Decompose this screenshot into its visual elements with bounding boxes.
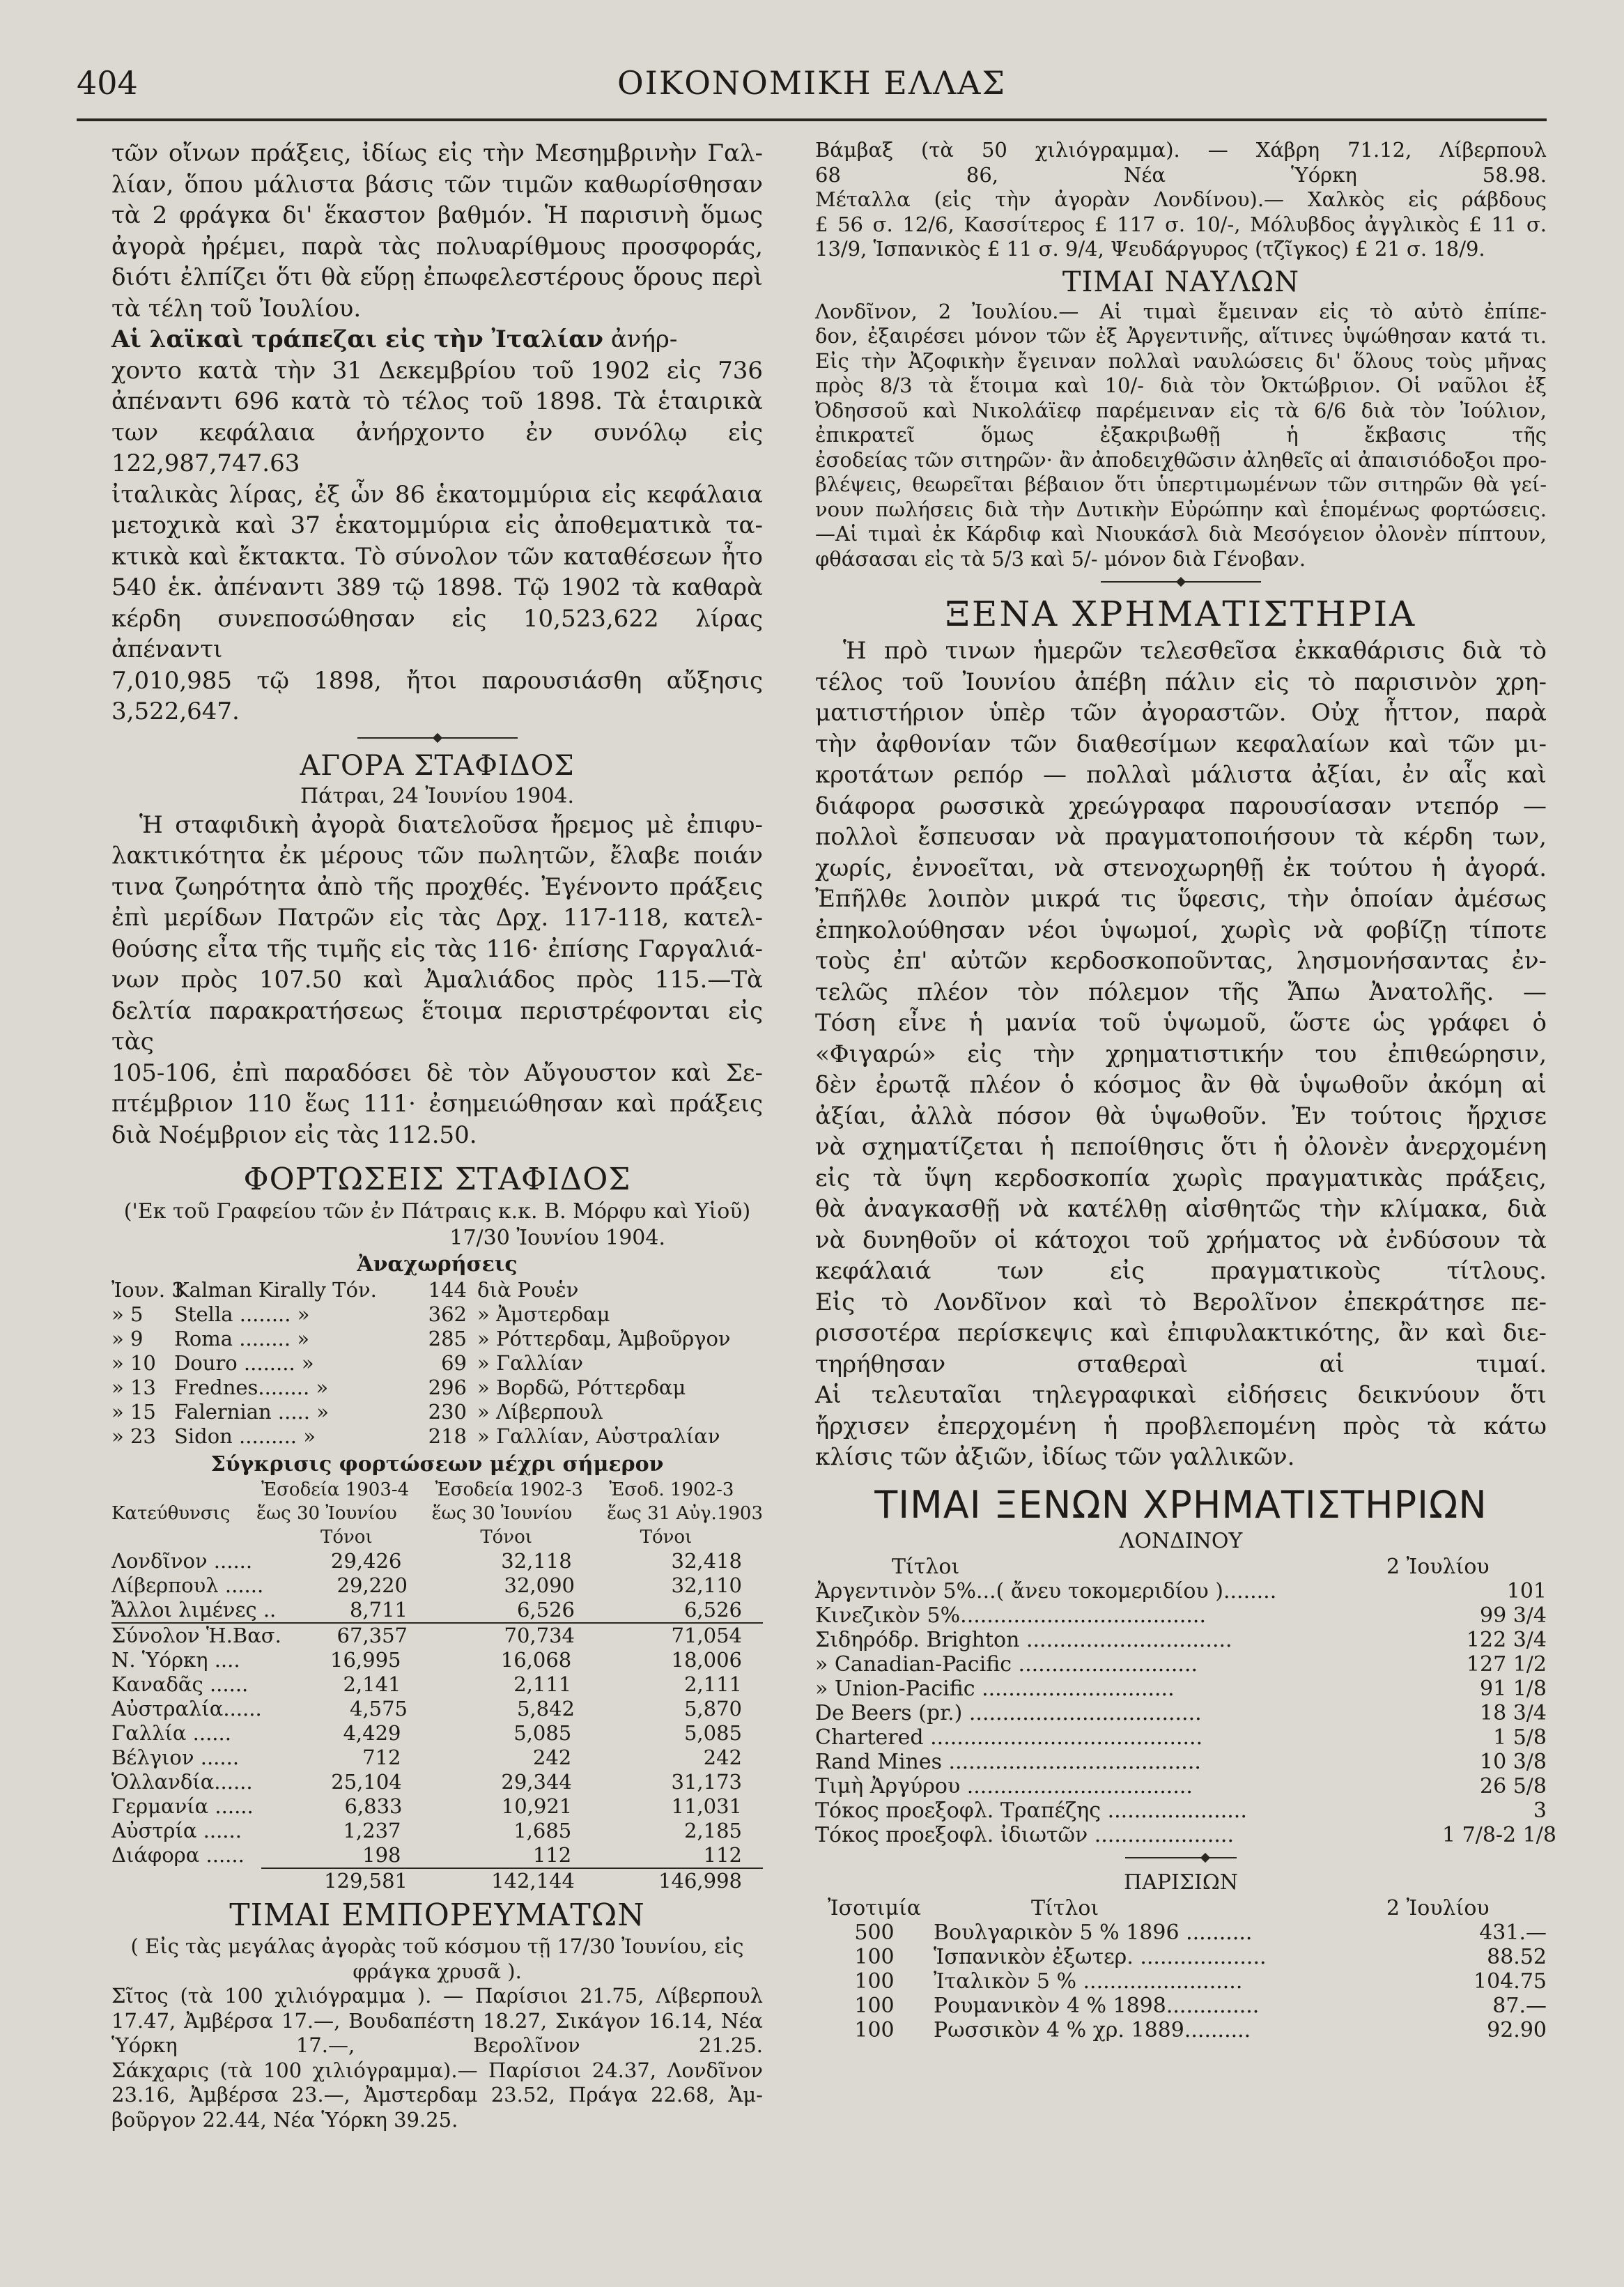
text-line: Ἡ πρὸ τινων ἡμερῶν τελεσθεῖσα ἐκκαθάρισις διὰ τὸ <box>843 637 1547 665</box>
table-row <box>815 1652 1547 1677</box>
cell-value: 3 <box>1533 1798 1547 1823</box>
text-line: Λονδῖνον, 2 Ἰουλίου.— Αἱ τιμαὶ ἔμειναν εἰς τὸ αὐτὸ ἐπίπε- <box>815 299 1547 323</box>
cell-title: Ἰταλικὸν 5 % ........................ <box>934 1969 1243 1994</box>
cell-parity: 100 <box>854 1993 895 2018</box>
cell-c: 31,173 <box>671 1770 742 1794</box>
page-header <box>77 64 1547 106</box>
text-line: «Φιγαρώ» εἰς τὴν χρηματιστικήν του ἐπιθεώρησιν, <box>815 1040 1547 1068</box>
cell-b: 2,111 <box>513 1672 572 1696</box>
cell-ship: Falernian ..... » <box>174 1400 329 1424</box>
table-row <box>815 1603 1547 1628</box>
cell-tons: 362 <box>428 1302 467 1326</box>
freight-title: ΤΙΜΑΙ ΝΑΥΛΩΝ <box>1062 265 1300 298</box>
cell-day: » 10 <box>111 1351 156 1375</box>
unit-b: Τόνοι <box>480 1527 532 1548</box>
table-row <box>815 1628 1547 1652</box>
text-line: Εἰς τὸ Λονδῖνον καὶ τὸ Βερολῖνον ἐπεκράτησε πε- <box>815 1288 1547 1316</box>
section-divider-right <box>1101 581 1261 583</box>
table-row <box>815 1920 1547 1945</box>
cell-b: 29,344 <box>501 1770 572 1794</box>
table-row <box>111 1819 763 1843</box>
cell-b: 16,068 <box>500 1648 572 1672</box>
until-a: ἕως 30 Ἰουνίου <box>256 1503 397 1524</box>
table-row <box>815 1945 1547 1969</box>
table-row <box>111 1278 763 1302</box>
cell-b: 70,734 <box>504 1624 575 1647</box>
cell-title: Τόκος προεξοφλ. ἰδιωτῶν ..................... <box>815 1822 1234 1847</box>
cell-c: 5,870 <box>683 1697 742 1720</box>
text-line: ἐπηκολούθησαν νέοι ὑψωμοί, χωρὶς νὰ φοβίζῃ τίποτε <box>815 916 1547 944</box>
cell-value: 18 3/4 <box>1480 1700 1547 1725</box>
cell-value: 92.90 <box>1487 2017 1547 2042</box>
text-line: τελῶς πλέον τὸν πόλεμον τῆς Ἄπω Ἀνατολῆς. — <box>815 978 1547 1006</box>
cell-title: Ἀργεντινὸν 5%...( ἄνευ τοκομεριδίου )........ <box>815 1578 1277 1603</box>
text-line: Ἡ σταφιδικὴ ἀγορὰ διατελοῦσα ἤρεμος μὲ ἐπιφυ- <box>139 810 763 839</box>
text-line: ἐσοδείας τῶν σιτηρῶν· ἂν ἀποδειχθῶσιν ἀληθεῖς αἱ ἀπαισιόδοξοι προ- <box>815 447 1547 472</box>
cell-day: » 15 <box>111 1400 156 1424</box>
currant-market-title: ΑΓΟΡΑ ΣΤΑΦΙΔΟΣ <box>300 749 575 782</box>
cell-dest: Αὐστραλία...... <box>111 1697 262 1720</box>
table-row <box>111 1376 763 1400</box>
text-line: πρὸς 8/3 τὰ ἕτοιμα καὶ 10/- διὰ τὸν Ὀκτώβριον. Οἱ ναῦλοι ἐξ <box>815 374 1547 397</box>
total-b: 142,144 <box>491 1869 575 1893</box>
shipments-source: ('Εκ τοῦ Γραφείου τῶν ἐν Πάτραις κ.κ. Β. Μόρφυ καὶ Υἱοῦ) <box>123 1199 751 1224</box>
cell-a: 4,575 <box>349 1697 408 1720</box>
cell-ship: Stella ........ » <box>174 1302 310 1326</box>
london-title: ΛΟΝΔΙΝΟΥ <box>1119 1528 1243 1553</box>
text-line: ἰταλικὰς λίρας, ἐξ ὧν 86 ἑκατομμύρια εἰς κεφάλαια <box>111 480 763 509</box>
cell-dest: » Γαλλίαν <box>477 1351 584 1375</box>
cell-a: 1,237 <box>343 1819 401 1842</box>
table-row <box>815 1725 1547 1750</box>
cell-ship: Douro ........ » <box>174 1351 314 1375</box>
cell-a: 25,104 <box>331 1770 402 1794</box>
comparison-table <box>111 1549 763 1868</box>
cell-dest: Λίβερπουλ ...... <box>111 1573 264 1597</box>
cell-title: Ρουμανικὸν 4 % 1898.............. <box>934 1993 1260 2018</box>
table-row <box>111 1794 763 1819</box>
text-line: δὲν ἐρωτᾷ πλέον ὁ κόσμος ἂν θὰ ὑψωθοῦν ἀκόμη αἱ <box>815 1071 1547 1099</box>
cell-title: De Beers (pr.) ................................... <box>815 1700 1202 1725</box>
cell-dest: » Βορδῶ, Ρόττερδαμ <box>477 1376 686 1399</box>
text-line: £ 56 σ. 12/6, Κασσίτερος £ 117 σ. 10/-, Μόλυβδος ἀγγλικὸς £ 11 σ. <box>815 212 1547 236</box>
text-line: πολλοὶ ἔσπευσαν νὰ πραγματοποιήσουν τὰ κέρδη των, <box>815 823 1547 851</box>
table-row <box>815 1969 1547 1994</box>
text-line: δον, ἐξαιρέσει μόνον τῶν ἐξ Ἀργεντινῆς, αἵτινες ὑψώθησαν κατά τι. <box>815 324 1547 348</box>
text-line: ἐπικρατεῖ ὅμως ἐξακριβωθῇ ἡ ἔκβασις τῆς <box>815 423 1547 447</box>
text-line: τῶν οἴνων πράξεις, ἰδίως εἰς τὴν Μεσημβρινὴν Γαλ- <box>111 139 763 167</box>
until-c: ἕως 31 Αὐγ.1903 <box>607 1503 763 1524</box>
paris-col-date: 2 Ἰουλίου <box>1386 1895 1490 1920</box>
cell-day: » 5 <box>111 1302 144 1326</box>
shipments-date: 17/30 Ἰουνίου 1904. <box>449 1226 665 1250</box>
cell-a: 29,220 <box>337 1573 408 1597</box>
cell-c: 6,526 <box>683 1598 742 1622</box>
paris-title: ΠΑΡΙΣΙΩΝ <box>1123 1870 1239 1895</box>
cell-title: Βουλγαρικὸν 5 % 1896 .......... <box>934 1920 1253 1945</box>
text-line: Ὀδησσοῦ καὶ Νικολάϊεφ παρέμειναν εἰς τὰ 6/6 διὰ τὸν Ἰούλιον, <box>815 398 1547 422</box>
cell-value: 1 5/8 <box>1493 1725 1547 1750</box>
left-column <box>111 138 763 2132</box>
right-column <box>815 138 1556 2042</box>
cell-tons: 144 <box>428 1278 467 1302</box>
cell-parity: 100 <box>854 1944 895 1969</box>
paris-table <box>815 1920 1547 2042</box>
cell-b: 6,526 <box>516 1598 575 1622</box>
text-line: 68 86, Νέα Ὑόρκη 58.98. <box>815 162 1547 187</box>
paris-col-parity: Ἰσοτιμία <box>827 1895 922 1920</box>
cell-b: 10,921 <box>501 1794 573 1818</box>
text-line: τηρήθησαν σταθεραὶ αἱ τιμαί. <box>815 1350 1547 1378</box>
london-col-date: 2 Ἰουλίου <box>1386 1554 1490 1579</box>
text-line: 3,522,647. <box>111 698 240 725</box>
table-row <box>815 2018 1547 2042</box>
cell-dest: Αὐστρία ...... <box>111 1819 242 1842</box>
table-row <box>111 1672 763 1697</box>
text-line: δελτία παρακρατήσεως ἕτοιμα περιστρέφονται εἰς τὰς <box>111 996 763 1056</box>
foreign-prices-section <box>815 1482 1556 2042</box>
text-line: θούσης εἶτα τῆς τιμῆς εἰς τὰς 116· ἐπίσης Γαργαλιά- <box>111 934 763 963</box>
foreign-prices-title: ΤΙΜΑΙ ΞΕΝΩΝ ΧΡΗΜΑΤΙΣΤΗΡΙΩΝ <box>874 1482 1487 1527</box>
cell-a: 4,429 <box>343 1721 401 1745</box>
text-line: Σάκχαρις (τὰ 100 χιλιόγραμμα).— Παρίσιοι 24.37, Λονδῖνον <box>111 2058 763 2082</box>
text-line: Μέταλλα (εἰς τὴν ἀγορὰν Λονδίνου).— Χαλκὸς εἰς ράβδους <box>815 187 1547 211</box>
cell-value: 122 3/4 <box>1466 1627 1547 1652</box>
london-table <box>815 1578 1556 1847</box>
total-a: 129,581 <box>324 1869 408 1893</box>
text-line: τὴν ἀφθονίαν τῶν διαθεσίμων κεφαλαίων καὶ τῶν μι- <box>815 730 1547 758</box>
dest-label: Κατεύθυνσις <box>111 1503 231 1524</box>
text-line: φθάσασαι εἰς τὰ 5/3 καὶ 5/- μόνον διὰ Γένοβαν. <box>815 546 1306 571</box>
table-row <box>815 1994 1547 2018</box>
table-row <box>111 1549 763 1573</box>
text-line: πτέμβριον 110 ἕως 111· ἐσημειώθησαν καὶ πράξεις <box>111 1090 763 1118</box>
text-line: λακτικότητα ἐκ μέρους τῶν πωλητῶν, ἔλαβε ποιάν <box>111 842 763 870</box>
text-line: 23.16, Ἀμβέρσα 23.—, Ἀμστερδαμ 23.52, Πράγα 22.68, Ἀμ- <box>111 2083 763 2107</box>
cell-tons: 218 <box>428 1424 467 1448</box>
cell-tons: 230 <box>428 1400 467 1424</box>
cell-value: 88.52 <box>1487 1944 1547 1969</box>
italy-lead: Αἱ λαϊκαὶ τράπεζαι εἰς τὴν Ἰταλίαν <box>111 325 604 353</box>
text-line: κτικὰ καὶ ἔκτακτα. Τὸ σύνολον τῶν καταθέσεων ἦτο <box>111 542 763 571</box>
text-line: λίαν, ὅπου μάλιστα βάσις τῶν τιμῶν καθωρίσθησαν <box>111 170 763 199</box>
text-line: διὰ Νοέμβριον εἰς τὰς 112.50. <box>111 1121 477 1149</box>
cell-a: 67,357 <box>337 1624 408 1647</box>
table-row <box>111 1400 763 1424</box>
until-b: ἕως 30 Ἰουνίου <box>431 1503 573 1524</box>
table-row <box>815 1750 1547 1774</box>
table-row <box>111 1424 763 1449</box>
cell-b: 32,118 <box>501 1549 572 1573</box>
cell-title: Τιμὴ Ἀργύρου .................................. <box>815 1773 1193 1799</box>
cell-c: 242 <box>703 1746 742 1769</box>
text-line: χωρίς, ἐννοεῖται, νὰ στενοχωρηθῇ ἐκ τούτου ἡ ἀγορά. <box>815 854 1547 882</box>
text-line: Βάμβαξ (τὰ 50 χιλιόγραμμα). — Χάβρη 71.12, Λίβερπουλ <box>815 138 1547 162</box>
cell-title: » Union-Pacific ............................. <box>815 1676 1175 1701</box>
table-row <box>111 1351 763 1376</box>
text-line: 13/9, Ἱσπανικὸς £ 11 σ. 9/4, Ψευδάργυρος (τζῖγκος) £ 21 σ. 18/9. <box>815 237 1485 261</box>
cell-title: Ρωσσικὸν 4 % χρ. 1889.......... <box>934 2017 1251 2042</box>
shipments-section <box>111 1162 763 1449</box>
cell-c: 112 <box>703 1843 742 1867</box>
text-line: 540 ἑκ. ἀπέναντι 389 τῷ 1898. Τῷ 1902 τὰ καθαρὰ <box>111 573 763 601</box>
unit-c: Τόνοι <box>640 1527 693 1548</box>
italy-banks-text <box>111 324 763 727</box>
cell-title: » Canadian-Pacific ........................... <box>815 1651 1198 1677</box>
text-line: κροτάτων ρεπόρ — πολλαὶ μάλιστα ἀξίαι, ἐν αἷς καὶ <box>815 761 1547 789</box>
period-c: Ἐσοδ. 1902-3 <box>609 1479 734 1500</box>
cell-value: 26 5/8 <box>1480 1773 1547 1799</box>
cell-tons: 285 <box>428 1327 467 1350</box>
comparison-section <box>111 1451 763 1893</box>
currant-market-section <box>111 750 763 1151</box>
cell-ship: Sidon ......... » <box>174 1424 316 1448</box>
cell-value: 101 <box>1506 1578 1547 1603</box>
cell-dest: » Γαλλίαν, Αὐστραλίαν <box>477 1424 720 1448</box>
commodity-title: ΤΙΜΑΙ ΕΜΠΟΡΕΥΜΑΤΩΝ <box>229 1897 645 1933</box>
text-line: ἀξίαι, ἀλλὰ πόσον θὰ ὑψωθοῦν. Ἐν τούτοις ἤρχισε <box>815 1102 1547 1130</box>
text-line: Σῖτος (τὰ 100 χιλιόγραμμα ). — Παρίσιοι 21.75, Λίβερπουλ <box>111 1984 763 2008</box>
cell-c: 32,110 <box>671 1573 742 1597</box>
text-line: τὰ 2 φράγκα δι' ἕκαστον βαθμόν. Ἡ παρισινὴ ὅμως <box>111 201 763 229</box>
table-row <box>815 1822 1556 1847</box>
section-divider <box>357 737 518 739</box>
text-line: διότι ἐλπίζει ὅτι θὰ εὕρῃ ἐπωφελεστέρους ὅρους περὶ <box>111 263 763 291</box>
unit-a: Τόνοι <box>320 1527 373 1548</box>
text-line: 7,010,985 τῷ 1898, ἤτοι παρουσιάσθη αὔξησις <box>111 666 763 695</box>
table-row <box>815 1799 1547 1823</box>
table-row <box>111 1327 763 1351</box>
cell-ship: Kalman Kirally Τόν. <box>174 1278 377 1302</box>
cell-tons: 69 <box>441 1351 467 1375</box>
text-line: Εἰς τὴν Ἀζοφικὴν ἔγειναν πολλαὶ ναυλώσεις δι' ὅλους τοὺς μῆνας <box>815 348 1547 373</box>
period-b: Ἐσοδεία 1902-3 <box>435 1479 583 1500</box>
cell-title: Chartered ......................................... <box>815 1725 1203 1750</box>
paris-col-title: Τίτλοι <box>1031 1895 1099 1920</box>
table-row <box>815 1701 1547 1725</box>
freight-section <box>815 266 1547 572</box>
cell-c: 5,085 <box>683 1721 742 1745</box>
comparison-totals <box>261 1868 763 1893</box>
table-row <box>111 1746 763 1770</box>
text-line: 17.47, Ἀμβέρσα 17.—, Βουδαπέστη 18.27, Σικάγον 16.14, Νέα <box>111 2008 763 2033</box>
cell-dest: Γερμανία ...... <box>111 1794 254 1818</box>
running-title: ΟΙΚΟΝΟΜΙΚΗ ΕΛΛΑΣ <box>617 64 1007 102</box>
cell-dest: » Ρόττερδαμ, Ἀμβοῦργον <box>477 1327 731 1350</box>
cell-day: Ἰουν. 3 <box>111 1278 185 1302</box>
cell-a: 198 <box>362 1843 401 1867</box>
cell-dest: Ὁλλανδία...... <box>111 1770 253 1794</box>
comparison-title: Σύγκρισις φορτώσεων μέχρι σήμερον <box>210 1452 664 1477</box>
text-line: βλέψεις, θεωρεῖται βέβαιον ὅτι ὑπερτιμωμένων τῶν σιτηρῶν θὰ γεί- <box>815 472 1547 496</box>
cell-c: 2,185 <box>683 1819 742 1842</box>
cell-value: 431.— <box>1479 1920 1547 1945</box>
section-divider-paris <box>1125 1857 1237 1858</box>
cell-dest: Γαλλία ...... <box>111 1721 231 1745</box>
cell-c: 18,006 <box>671 1648 742 1672</box>
cell-dest: Βέλγιον ...... <box>111 1746 240 1769</box>
text-line: θὰ ἀναγκασθῇ νὰ κατέλθῃ αἰσθητῶς τὴν κλίμακα, διὰ <box>815 1195 1547 1223</box>
cell-a: 29,426 <box>330 1549 402 1573</box>
cell-day: » 9 <box>111 1327 144 1350</box>
cell-dest: Ἄλλοι λιμένες .. <box>111 1598 277 1622</box>
cell-day: » 23 <box>111 1424 156 1448</box>
text-line: των κεφάλαια ἀνήρχοντο ἐν συνόλῳ εἰς 122,987,747.63 <box>111 418 763 477</box>
text-line: νὰ δυνηθοῦν οἱ κάτοχοι τοῦ χρήματος νὰ ἐνδύσουν τὰ <box>815 1226 1547 1254</box>
text-line: τὰ τέλη τοῦ Ἰουλίου. <box>111 294 362 323</box>
cell-a: 16,995 <box>330 1648 401 1672</box>
departures-title: Ἀναχωρήσεις <box>357 1252 518 1277</box>
cell-day: » 13 <box>111 1376 156 1399</box>
text-line: τοὺς ἐπ' αὐτῶν κερδοσκοποῦντας, λησμονήσαντας ἐν- <box>815 947 1547 975</box>
cell-a: 712 <box>362 1746 401 1769</box>
cell-title: Ἱσπανικὸν ἐξωτερ. ................... <box>934 1944 1267 1969</box>
cell-c: 11,031 <box>671 1794 742 1818</box>
page-number: 404 <box>77 64 138 102</box>
text-line: εἰς τὰ ὕψη κερδοσκοπία χωρὶς πραγματικὰς πράξεις, <box>815 1164 1547 1192</box>
table-row <box>111 1648 763 1672</box>
cell-dest: » Ἀμστερδαμ <box>477 1302 610 1326</box>
cell-dest: Σύνολον Ἡ.Βασ. <box>111 1624 281 1647</box>
text-line: —Αἱ τιμαὶ ἐκ Κάρδιφ καὶ Νιουκάσλ διὰ Μεσόγειον ὀλονὲν πίπτουν, <box>815 522 1547 546</box>
text-line: νὰ σχηματίζεται ἡ πεποίθησις ὅτι ἡ ὀλονὲν ἀνερχομένη <box>815 1133 1547 1161</box>
cell-c: 71,054 <box>671 1624 742 1647</box>
text-line: Ὑόρκη 17.—, Βερολῖνον 21.25. <box>111 2033 763 2057</box>
cell-b: 32,090 <box>504 1573 575 1597</box>
london-col-title: Τίτλοι <box>892 1554 960 1579</box>
table-row <box>111 1697 763 1721</box>
text-line: ἀπέναντι 696 κατὰ τὸ τέλος τοῦ 1898. Τὰ ἑταιρικὰ <box>111 387 763 415</box>
cell-value: 127 1/2 <box>1466 1651 1547 1677</box>
cell-value: 10 3/8 <box>1480 1749 1547 1774</box>
cell-tons: 296 <box>428 1376 467 1399</box>
text-line: χοντο κατὰ τὴν 31 Δεκεμβρίου τοῦ 1902 εἰς 736 <box>111 356 763 385</box>
cell-b: 112 <box>532 1843 572 1867</box>
table-row <box>111 1302 763 1327</box>
wine-market-text <box>111 138 763 324</box>
cell-value: 91 1/8 <box>1480 1676 1547 1701</box>
table-row <box>111 1598 763 1622</box>
currant-market-dateline: Πάτραι, 24 Ἰουνίου 1904. <box>300 783 575 808</box>
commodity-section <box>111 1897 763 2132</box>
text-line: ἐπὶ μερίδων Πατρῶν εἰς τὰς Δρχ. 117-118, κατελ- <box>111 904 763 932</box>
header-rule <box>77 118 1547 121</box>
cell-b: 5,085 <box>513 1721 572 1745</box>
text-line: κέρδη συνεποσώθησαν εἰς 10,523,622 λίρας ἀπέναντι <box>111 604 763 663</box>
cell-dest: διὰ Ρουἑν <box>477 1278 579 1302</box>
foreign-exchanges-section <box>815 594 1547 1473</box>
text-line: κλίσις τῶν ἀξιῶν, ἰδίως τῶν γαλλικῶν. <box>815 1443 1295 1471</box>
commodity-subtitle: ( Εἰς τὰς μεγάλας ἀγορὰς τοῦ κόσμου τῇ 17/30 Ἰουνίου, εἰς φράγκα χρυσᾶ ). <box>130 1934 744 1983</box>
total-c: 146,998 <box>658 1869 742 1893</box>
cell-dest: Ν. Ὑόρκη .... <box>111 1648 240 1672</box>
text-line: ρισσοτέρα περίσκεψις καὶ ἐπιφυλακτικότης, ἂν καὶ διε- <box>815 1319 1547 1347</box>
cell-dest: Καναδᾶς ...... <box>111 1672 249 1696</box>
text-line: διάφορα ρωσσικὰ χρεώγραφα παρουσίασαν ντεπόρ — <box>815 792 1547 820</box>
cell-parity: 100 <box>854 1969 895 1994</box>
cell-b: 5,842 <box>516 1697 575 1720</box>
text-line: βοῦργον 22.44, Νέα Ὑόρκη 39.25. <box>111 2107 458 2132</box>
text-line: ἀγορὰ ἠρέμει, παρὰ τὰς πολυαρίθμους προσφοράς, <box>111 232 763 261</box>
cell-value: 1 7/8-2 1/8 <box>1442 1822 1556 1847</box>
cell-title: Σιδηρόδρ. Brighton ............................... <box>815 1627 1232 1652</box>
table-row <box>815 1677 1547 1701</box>
cell-title: Τόκος προεξοφλ. Τραπέζης ..................... <box>815 1798 1247 1823</box>
table-row <box>815 1579 1547 1603</box>
cell-value: 87.— <box>1492 1993 1547 2018</box>
text-line: Αἱ τελευταῖαι τηλεγραφικαὶ εἰδήσεις δεικνύουν ὅτι <box>815 1381 1547 1409</box>
period-a: Ἐσοδεία 1903-4 <box>261 1479 410 1500</box>
cell-parity: 100 <box>854 2017 895 2042</box>
table-row <box>111 1843 763 1868</box>
cell-value: 99 3/4 <box>1480 1603 1547 1628</box>
text-line: Τόση εἶνε ἡ μανία τοῦ ὑψωμοῦ, ὥστε ὡς γράφει ὁ <box>815 1009 1547 1037</box>
shipments-title: ΦΟΡΤΩΣΕΙΣ ΣΤΑΦΙΔΟΣ <box>243 1162 631 1197</box>
cell-a: 8,711 <box>349 1598 408 1622</box>
cell-dest: Διάφορα ...... <box>111 1843 245 1867</box>
text-line: ἤρχισεν ἐπερχομένη ἡ προβλεπομένη πρὸς τὰ κάτω <box>815 1412 1547 1440</box>
italy-line-0: ἀνήρ- <box>610 325 678 353</box>
table-row <box>111 1721 763 1746</box>
text-line: ματιστήριον ὑπὲρ τῶν ἀγοραστῶν. Οὐχ ἧττον, παρὰ <box>815 699 1547 727</box>
cell-c: 32,418 <box>671 1549 742 1573</box>
cell-dest: Λονδῖνον ...... <box>111 1549 253 1573</box>
text-line: 105-106, ἐπὶ παραδόσει δὲ τὸν Αὔγουστον καὶ Σε- <box>111 1058 763 1087</box>
cell-title: Κινεζικὸν 5%..................................... <box>815 1603 1206 1628</box>
cell-ship: Roma ........ » <box>174 1327 310 1350</box>
table-row <box>111 1573 763 1598</box>
cell-b: 1,685 <box>513 1819 572 1842</box>
cell-c: 2,111 <box>683 1672 742 1696</box>
departures-table <box>111 1278 763 1449</box>
cell-title: Rand Mines ...................................... <box>815 1749 1201 1774</box>
text-line: τινα ζωηρότητα ἀπὸ τῆς προχθές. Ἐγένοντο πράξεις <box>111 872 763 901</box>
cell-b: 242 <box>532 1746 572 1769</box>
cell-a: 2,141 <box>343 1672 401 1696</box>
text-line: νουν πωλήσεις διὰ τὴν Δυτικὴν Εὐρώπην καὶ ἑπομένως φορτώσεις. <box>815 497 1547 521</box>
cell-dest: » Λίβερπουλ <box>477 1400 603 1424</box>
text-line: τέλος τοῦ Ἰουνίου ἀπέβη πάλιν εἰς τὸ παρισινὸν χρη- <box>815 668 1547 696</box>
table-row <box>815 1774 1547 1799</box>
table-row <box>111 1770 763 1794</box>
table-row <box>111 1622 763 1648</box>
cell-a: 6,833 <box>344 1794 403 1818</box>
text-line: νων πρὸς 107.50 καὶ Ἀμαλιάδος πρὸς 115.—Τὰ <box>111 966 763 994</box>
cell-value: 104.75 <box>1474 1969 1547 1994</box>
text-line: κεφάλαιά των εἰς πραγματικοὺς τίτλους. <box>815 1257 1547 1285</box>
foreign-exchanges-title: ΞΕΝΑ ΧΡΗΜΑΤΙΣΤΗΡΙΑ <box>945 594 1417 634</box>
text-line: μετοχικὰ καὶ 37 ἑκατομμύρια εἰς ἀποθεματικὰ τα- <box>111 511 763 539</box>
cell-ship: Frednes........ » <box>174 1376 329 1399</box>
cell-parity: 500 <box>854 1920 895 1945</box>
text-line: Ἐπῆλθε λοιπὸν μικρά τις ὕφεσις, τὴν ὁποίαν ἀμέσως <box>815 885 1547 913</box>
